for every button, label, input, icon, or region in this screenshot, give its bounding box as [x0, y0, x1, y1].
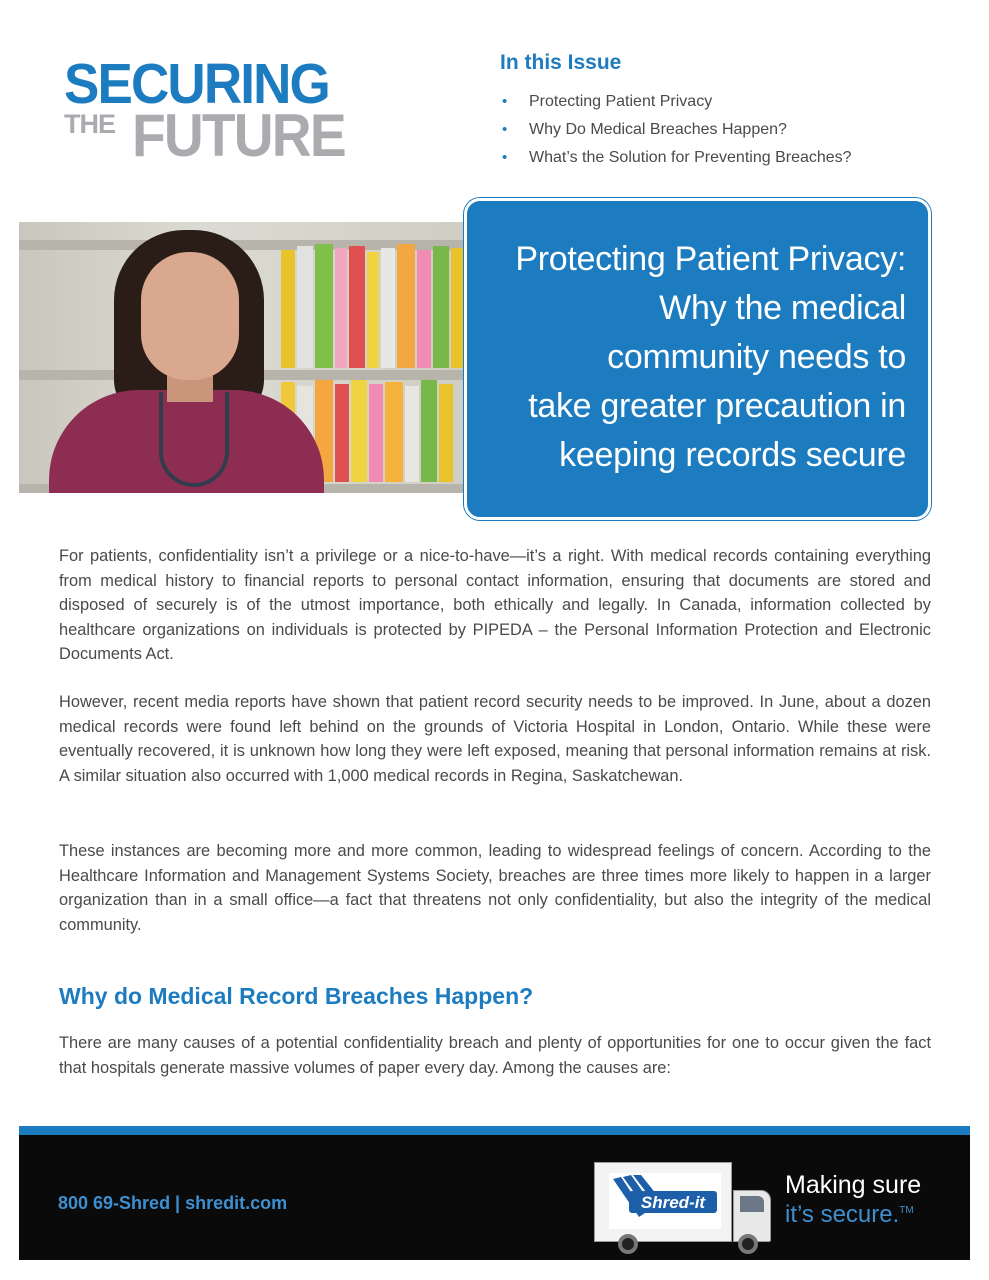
tagline-line1: Making sure	[785, 1171, 922, 1199]
doctor-photo	[19, 222, 479, 493]
logo-securing-text: SECURING	[64, 52, 329, 116]
headline-callout	[464, 198, 931, 520]
bullet-icon: •	[502, 149, 508, 166]
footer-contact[interactable]: 800 69-Shred | shredit.com	[58, 1193, 288, 1213]
article-paragraph-1: For patients, confidentiality isn’t a privilege or a nice-to-have—it’s a right. With medical records containing everything from medical history to financial reports to personal contact information, ensuring that documents are stored and disposed of securely is of the utmost importance, both ethically and legally. In Canada, information collected by healthcare organizations on individuals is protected by PIPEDA – the Personal Information Protection and Electronic Documents Act.	[59, 547, 931, 664]
shred-it-truck-icon	[592, 1160, 774, 1256]
issue-title: In this Issue	[500, 51, 622, 74]
truck-brand-text: Shred-it	[640, 1193, 706, 1212]
tagline	[785, 1172, 921, 1228]
article-paragraph-2: However, recent media reports have shown that patient record security needs to be improved. In June, about a dozen medical records were found left behind on the grounds of Victoria Hospital in London, Ontario. While these were eventually recovered, it is unknown how long they were left exposed, meaning that personal information remains at risk. A similar situation also occurred with 1,000 medical records in Regina, Saskatchewan.	[59, 693, 931, 785]
section-heading: Why do Medical Record Breaches Happen?	[59, 983, 534, 1009]
footer-accent-stripe	[19, 1126, 970, 1135]
trademark-mark: TM	[899, 1205, 914, 1216]
bullet-icon: •	[502, 121, 508, 138]
issue-item: • Why Do Medical Breaches Happen?	[500, 116, 940, 144]
issue-item: • Protecting Patient Privacy	[500, 88, 940, 116]
securing-the-future-logo	[64, 52, 364, 169]
article-paragraph-4: There are many causes of a potential confidentiality breach and plenty of opportunities for one to occur given the fact that hospitals generate massive volumes of paper every day. Among the causes are:	[59, 1034, 931, 1077]
article-paragraph-3: These instances are becoming more and more common, leading to widespread feelings of concern. According to the Healthcare Information and Management Systems Society, breaches are three times more likely to happen in a larger organization than in a small office—a fact that threatens not only confidentiality, but also the integrity of the medical community.	[59, 842, 931, 934]
stethoscope-icon	[159, 392, 229, 487]
tagline-line2: it’s secure.™	[785, 1201, 914, 1228]
footer-bar	[19, 1126, 970, 1260]
logo-future-text: FUTURE	[132, 102, 345, 169]
headline-text: Protecting Patient Privacy: Why the medical community needs to take greater precaution in keeping records secure	[515, 240, 906, 474]
logo-the-text: THE	[64, 109, 115, 139]
logo-line2	[64, 102, 364, 169]
bullet-icon: •	[502, 93, 508, 110]
in-this-issue-box	[500, 50, 940, 172]
issue-item: • What’s the Solution for Preventing Breaches?	[500, 144, 940, 172]
issue-list	[500, 88, 940, 172]
shred-it-logo	[609, 1173, 721, 1229]
